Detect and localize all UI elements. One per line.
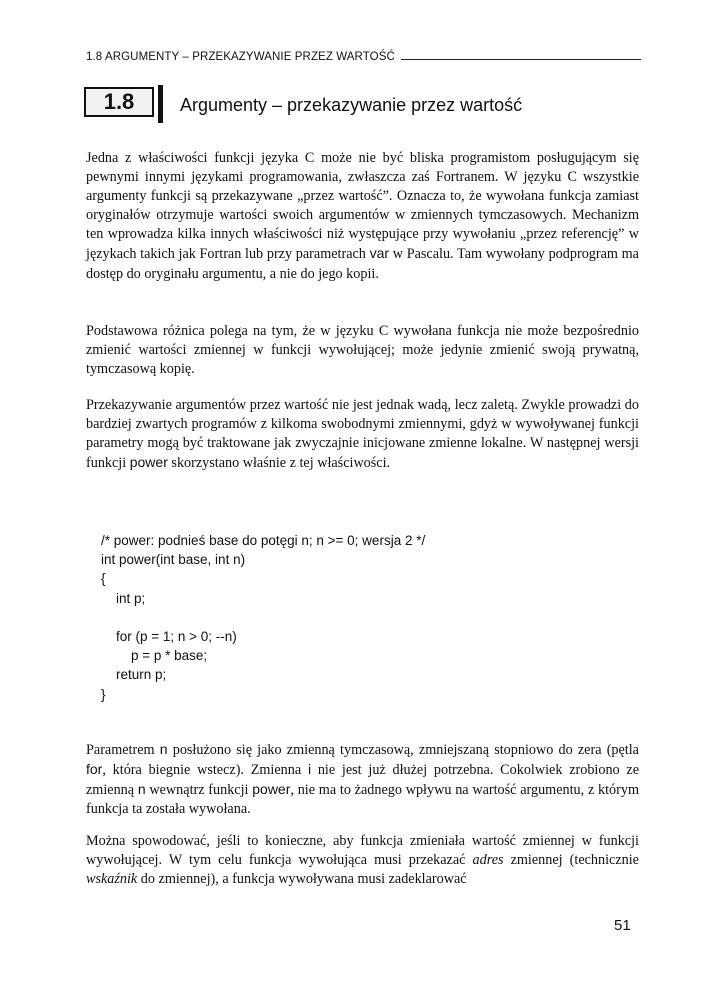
code-line: int p; (101, 590, 146, 606)
code-line (101, 608, 425, 627)
inline-code: power (252, 781, 291, 798)
inline-code: power (129, 454, 168, 471)
emphasis: wskaźnik (86, 871, 138, 888)
inline-code: var (369, 245, 390, 262)
paragraph-3: Przekazywanie argumentów przez wartość nie jest jednak wadą, lecz zaletą. Zwykle prowadzi do bardziej zwartych programów z kilkoma swobodnymi zmiennymi, gdyż w wywoływanej funkcji parametry mogą być traktowane jak zwyczajnie inicjowane zmienne lokalne. W następnej wersji funkcji power skorzystano właśnie z tej właściwości. (86, 397, 639, 472)
running-head-text: 1.8 ARGUMENTY – PRZEKAZYWANIE PRZEZ WARTOŚĆ (86, 51, 395, 63)
code-line: /* power: podnieś base do potęgi n; n >= 0; wersja 2 */ (101, 533, 426, 548)
paragraph-1: Jedna z właściwości funkcji języka C może nie być bliska programistom posługującym się pewnymi innymi językami programowania, zwłaszcza zaś Fortranem. W języku C wszystkie argumenty funkcji są przekazywane „przez wartość”. Oznacza to, że wywołana funkcja zamiast oryginałów otrzymuje wartości swoich argumentów w zmiennych tymczasowych. Mechanizm ten wprowadza kilka innych właściwości niż występujące przy wywołaniu „przez referencję” w językach takich jak Fortran lub przy parametrach var w Pascalu. Tam wywołany podprogram ma dostęp do oryginału argumentu, a nie do jego kopii. (86, 150, 639, 282)
inline-code: for (86, 761, 103, 778)
code-line: } (101, 686, 106, 702)
page-number: 51 (614, 917, 631, 934)
section-number-bar (158, 85, 163, 123)
paragraph-4: Parametrem n posłużono się jako zmienną tymczasową, zmniejszaną stopniowo do zera (pętla for, która biegnie wstecz). Zmienna i nie jest już dłużej potrzebna. Cokolwiek zrobiono ze zmienną n wewnątrz funkcji power, nie ma to żadnego wpływu na wartość argumentu, z którym funkcja ta została wywołana. (86, 741, 639, 818)
paragraph-5: Można spowodować, jeśli to konieczne, aby funkcja zmieniała wartość zmiennej w funkcji wywołującej. W tym celu funkcja wywołująca musi przekazać adres zmiennej (technicznie wskaźnik do zmiennej), a funkcja wywoływana musi zadeklarować (86, 833, 639, 888)
section-number-box (84, 85, 162, 119)
code-listing (101, 531, 425, 704)
running-head-rule (401, 59, 641, 60)
section-heading (84, 82, 522, 122)
inline-code: i (307, 761, 312, 778)
inline-code: n (159, 741, 168, 757)
code-line: return p; (101, 667, 167, 683)
code-line: { (101, 571, 106, 587)
code-line: p = p * base; (101, 648, 208, 664)
paragraph-2: Podstawowa różnica polega na tym, że w języku C wywołana funkcja nie może bezpośrednio zmienić wartości zmiennej w funkcji wywołującej; może jedynie zmienić swoją prywatną, tymczasową kopię. (86, 323, 639, 378)
emphasis: adres (472, 852, 504, 869)
code-line: for (p = 1; n > 0; --n) (101, 628, 237, 644)
code-line: int power(int base, int n) (101, 552, 246, 568)
running-head (86, 43, 641, 63)
section-title: Argumenty – przekazywanie przez wartość (180, 94, 523, 115)
inline-code: n (137, 781, 146, 798)
section-number: 1.8 (103, 89, 135, 114)
